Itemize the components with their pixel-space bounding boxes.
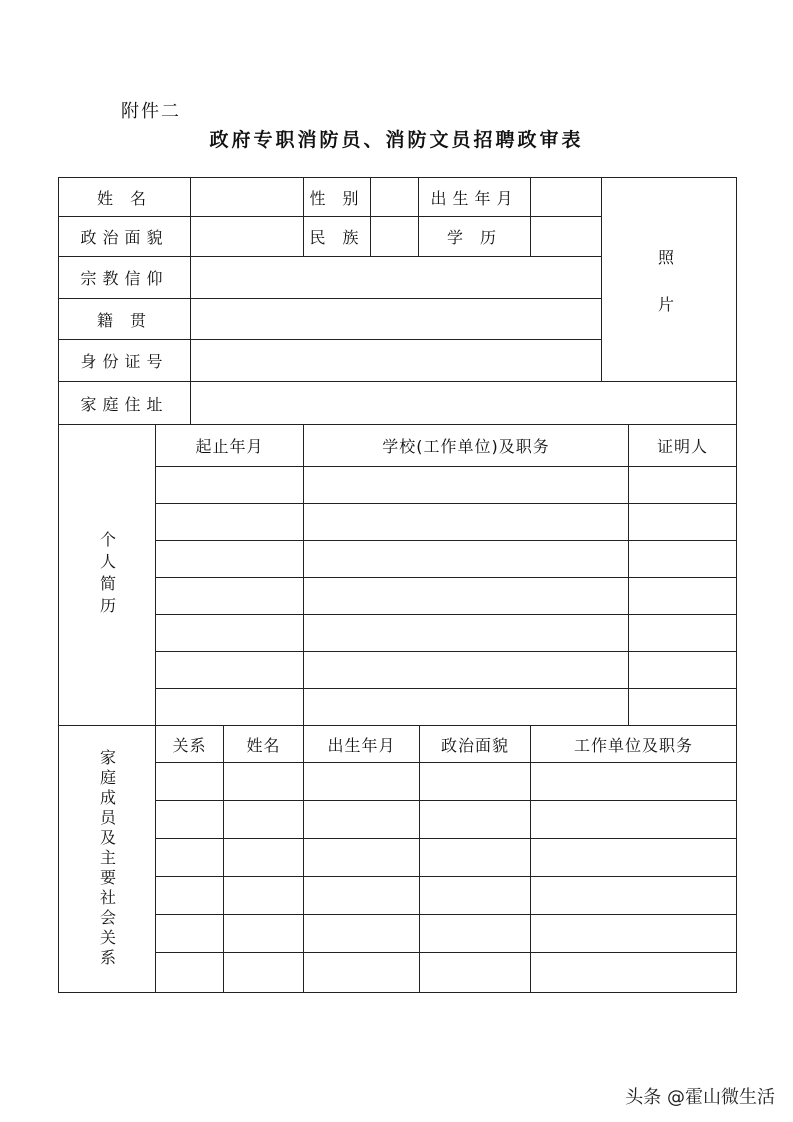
field-gender[interactable] — [370, 177, 419, 217]
family-cell[interactable] — [303, 876, 420, 915]
field-id-number[interactable] — [190, 339, 602, 382]
family-cell[interactable] — [155, 876, 224, 915]
resume-header — [628, 424, 737, 467]
label-address-text: 家庭住址 — [80, 394, 169, 414]
resume-cell[interactable] — [303, 614, 629, 652]
resume-cell[interactable] — [303, 651, 629, 689]
family-header — [223, 725, 304, 763]
family-cell[interactable] — [530, 876, 737, 915]
annex-label: 附件二 — [121, 101, 181, 122]
family-header-text: 姓名 — [246, 735, 281, 755]
family-label — [58, 725, 156, 993]
resume-cell[interactable] — [155, 503, 304, 541]
label-religion — [58, 256, 191, 299]
field-ethnicity[interactable] — [370, 216, 419, 257]
label-ethnicity-text: 民 族 — [309, 228, 365, 247]
resume-cell[interactable] — [628, 688, 737, 726]
photo-label: 照 — [657, 247, 680, 267]
family-cell[interactable] — [530, 952, 737, 993]
label-political — [58, 216, 191, 257]
label-native-place — [58, 298, 191, 340]
resume-cell[interactable] — [628, 466, 737, 504]
label-id-number-text: 身份证号 — [80, 352, 169, 371]
photo-box[interactable] — [601, 177, 737, 382]
family-header — [303, 725, 420, 763]
label-name — [58, 177, 191, 217]
resume-cell[interactable] — [303, 540, 629, 578]
label-education — [418, 216, 531, 257]
family-cell[interactable] — [223, 800, 304, 839]
label-religion-text: 宗教信仰 — [80, 269, 169, 288]
resume-header-text: 起止年月 — [195, 437, 264, 456]
family-cell[interactable] — [223, 762, 304, 801]
family-cell[interactable] — [155, 800, 224, 839]
family-cell[interactable] — [419, 876, 531, 915]
field-name[interactable] — [190, 177, 304, 217]
label-birth — [418, 177, 531, 217]
family-cell[interactable] — [303, 800, 420, 839]
family-header — [419, 725, 531, 763]
family-cell[interactable] — [530, 762, 737, 801]
family-header-text: 政治面貌 — [440, 735, 509, 755]
family-cell[interactable] — [419, 952, 531, 993]
label-native-place-text: 籍 贯 — [96, 310, 153, 330]
resume-cell[interactable] — [155, 466, 304, 504]
label-birth-text: 出生年月 — [430, 188, 519, 208]
family-cell[interactable] — [419, 762, 531, 801]
resume-label — [58, 424, 156, 726]
family-label-text: 家庭成员及主要社会关系 — [97, 749, 117, 969]
label-gender-text: 性 别 — [309, 188, 365, 208]
field-address[interactable] — [190, 381, 737, 425]
resume-header — [303, 424, 629, 467]
resume-cell[interactable] — [303, 577, 629, 615]
family-cell[interactable] — [303, 762, 420, 801]
resume-cell[interactable] — [303, 688, 629, 726]
label-name-text: 姓 名 — [96, 188, 153, 208]
family-cell[interactable] — [530, 800, 737, 839]
family-cell[interactable] — [155, 838, 224, 877]
resume-cell[interactable] — [303, 466, 629, 504]
family-cell[interactable] — [223, 914, 304, 953]
resume-cell[interactable] — [155, 651, 304, 689]
family-cell[interactable] — [223, 952, 304, 993]
field-political[interactable] — [190, 216, 304, 257]
resume-cell[interactable] — [628, 614, 737, 652]
field-native-place[interactable] — [190, 298, 602, 340]
resume-cell[interactable] — [155, 688, 304, 726]
resume-cell[interactable] — [155, 614, 304, 652]
family-header — [155, 725, 224, 763]
family-header-text: 出生年月 — [327, 735, 396, 755]
family-cell[interactable] — [303, 914, 420, 953]
label-political-text: 政治面貌 — [80, 228, 169, 247]
family-cell[interactable] — [303, 952, 420, 993]
family-cell[interactable] — [223, 876, 304, 915]
label-ethnicity — [303, 216, 371, 257]
resume-cell[interactable] — [155, 540, 304, 578]
family-cell[interactable] — [530, 914, 737, 953]
resume-cell[interactable] — [628, 651, 737, 689]
resume-cell[interactable] — [155, 577, 304, 615]
family-cell[interactable] — [419, 838, 531, 877]
family-cell[interactable] — [530, 838, 737, 877]
form-title: 政府专职消防员、消防文员招聘政审表 — [209, 129, 584, 151]
field-education[interactable] — [530, 216, 602, 257]
resume-cell[interactable] — [628, 540, 737, 578]
family-cell[interactable] — [155, 914, 224, 953]
watermark: 头条 @霍山微生活 — [625, 1087, 775, 1108]
family-header-text: 关系 — [172, 735, 207, 755]
family-cell[interactable] — [303, 838, 420, 877]
resume-cell[interactable] — [628, 503, 737, 541]
resume-header-text: 证明人 — [656, 437, 708, 456]
family-cell[interactable] — [155, 952, 224, 993]
label-id-number — [58, 339, 191, 382]
family-cell[interactable] — [223, 838, 304, 877]
resume-label-text: 个人简历 — [97, 531, 117, 619]
resume-header-text: 学校(工作单位)及职务 — [382, 437, 550, 456]
family-cell[interactable] — [419, 800, 531, 839]
resume-cell[interactable] — [303, 503, 629, 541]
label-gender — [303, 177, 371, 217]
resume-header — [155, 424, 304, 467]
label-address — [58, 381, 191, 425]
family-cell[interactable] — [419, 914, 531, 953]
photo-label: 片 — [657, 294, 680, 314]
resume-cell[interactable] — [628, 577, 737, 615]
label-education-text: 学 历 — [446, 228, 503, 247]
family-header — [530, 725, 737, 763]
field-birth[interactable] — [530, 177, 602, 217]
field-religion[interactable] — [190, 256, 602, 299]
family-cell[interactable] — [155, 762, 224, 801]
family-header-text: 工作单位及职务 — [573, 735, 693, 755]
